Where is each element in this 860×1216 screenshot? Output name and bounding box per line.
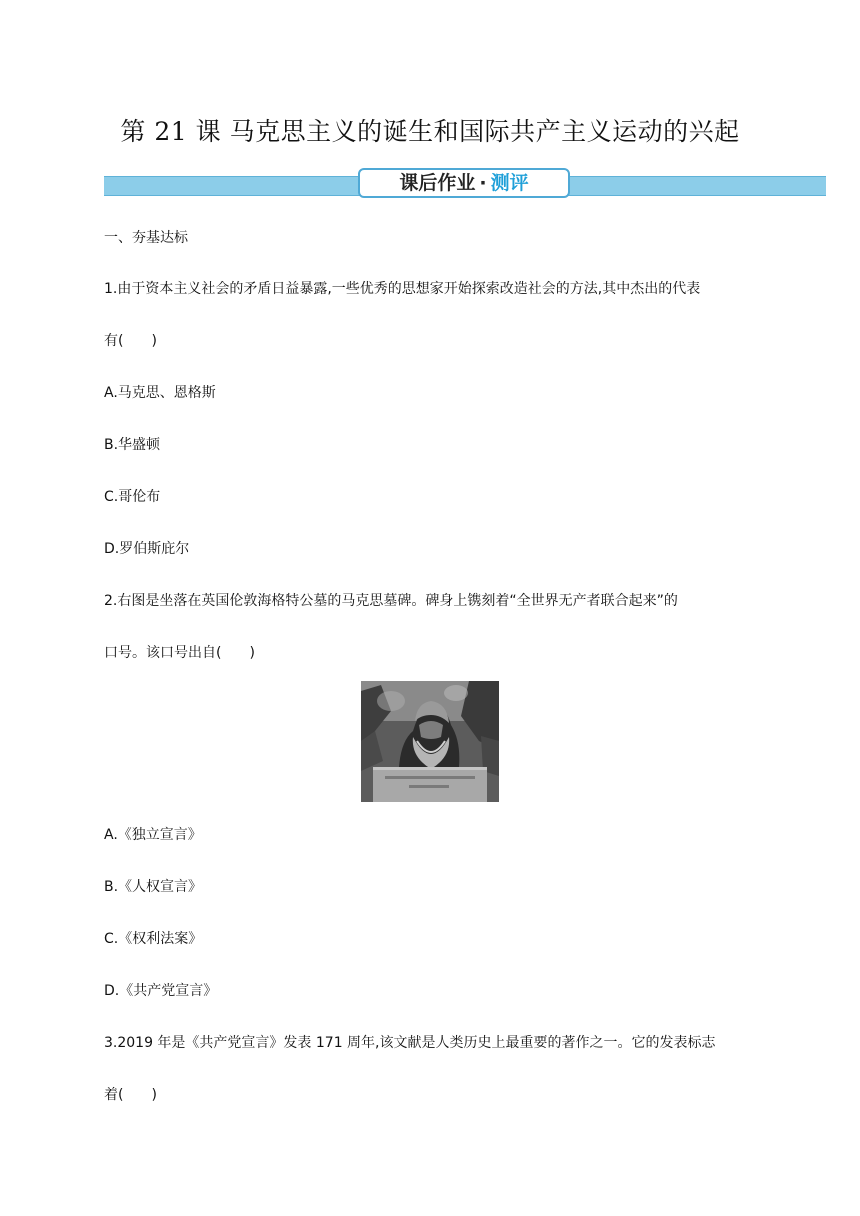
question-2-option-a: A.《独立宣言》 <box>104 827 202 843</box>
question-1-option-b: B.华盛顿 <box>104 437 161 453</box>
banner-left-text: 课后作业 <box>399 172 476 194</box>
banner-label <box>358 168 570 198</box>
question-3-stem-line-1: 3.2019 年是《共产党宣言》发表 171 周年,该文献是人类历史上最重要的著作之一。它的发表标志 <box>104 1035 716 1051</box>
question-1-stem-line-2: 有( ) <box>104 333 157 349</box>
section-banner <box>104 168 826 198</box>
question-2-option-c: C.《权利法案》 <box>104 931 203 947</box>
page-title: 第 21 课 马克思主义的诞生和国际共产主义运动的兴起 <box>120 117 740 146</box>
question-2-stem-line-1: 2.右图是坐落在英国伦敦海格特公墓的马克思墓碑。碑身上镌刻着“全世界无产者联合起来”的 <box>104 593 678 609</box>
question-1-option-c: C.哥伦布 <box>104 489 161 505</box>
question-1-option-d: D.罗伯斯庇尔 <box>104 541 190 557</box>
section-heading: 一、夯基达标 <box>104 230 188 246</box>
banner-dot: · <box>479 172 487 194</box>
banner-right-text: 测评 <box>490 172 529 194</box>
question-1-option-a: A.马克思、恩格斯 <box>104 385 216 401</box>
question-1-stem-line-1: 1.由于资本主义社会的矛盾日益暴露,一些优秀的思想家开始探索改造社会的方法,其中杰出的代表 <box>104 281 701 297</box>
marx-tomb-photo <box>361 681 499 802</box>
question-2-option-b: B.《人权宣言》 <box>104 879 203 895</box>
marx-tomb-illustration <box>361 681 499 802</box>
question-2-option-d: D.《共产党宣言》 <box>104 983 218 999</box>
question-3-stem-line-2: 着( ) <box>104 1087 157 1103</box>
question-2-stem-line-2: 口号。该口号出自( ) <box>104 645 255 661</box>
